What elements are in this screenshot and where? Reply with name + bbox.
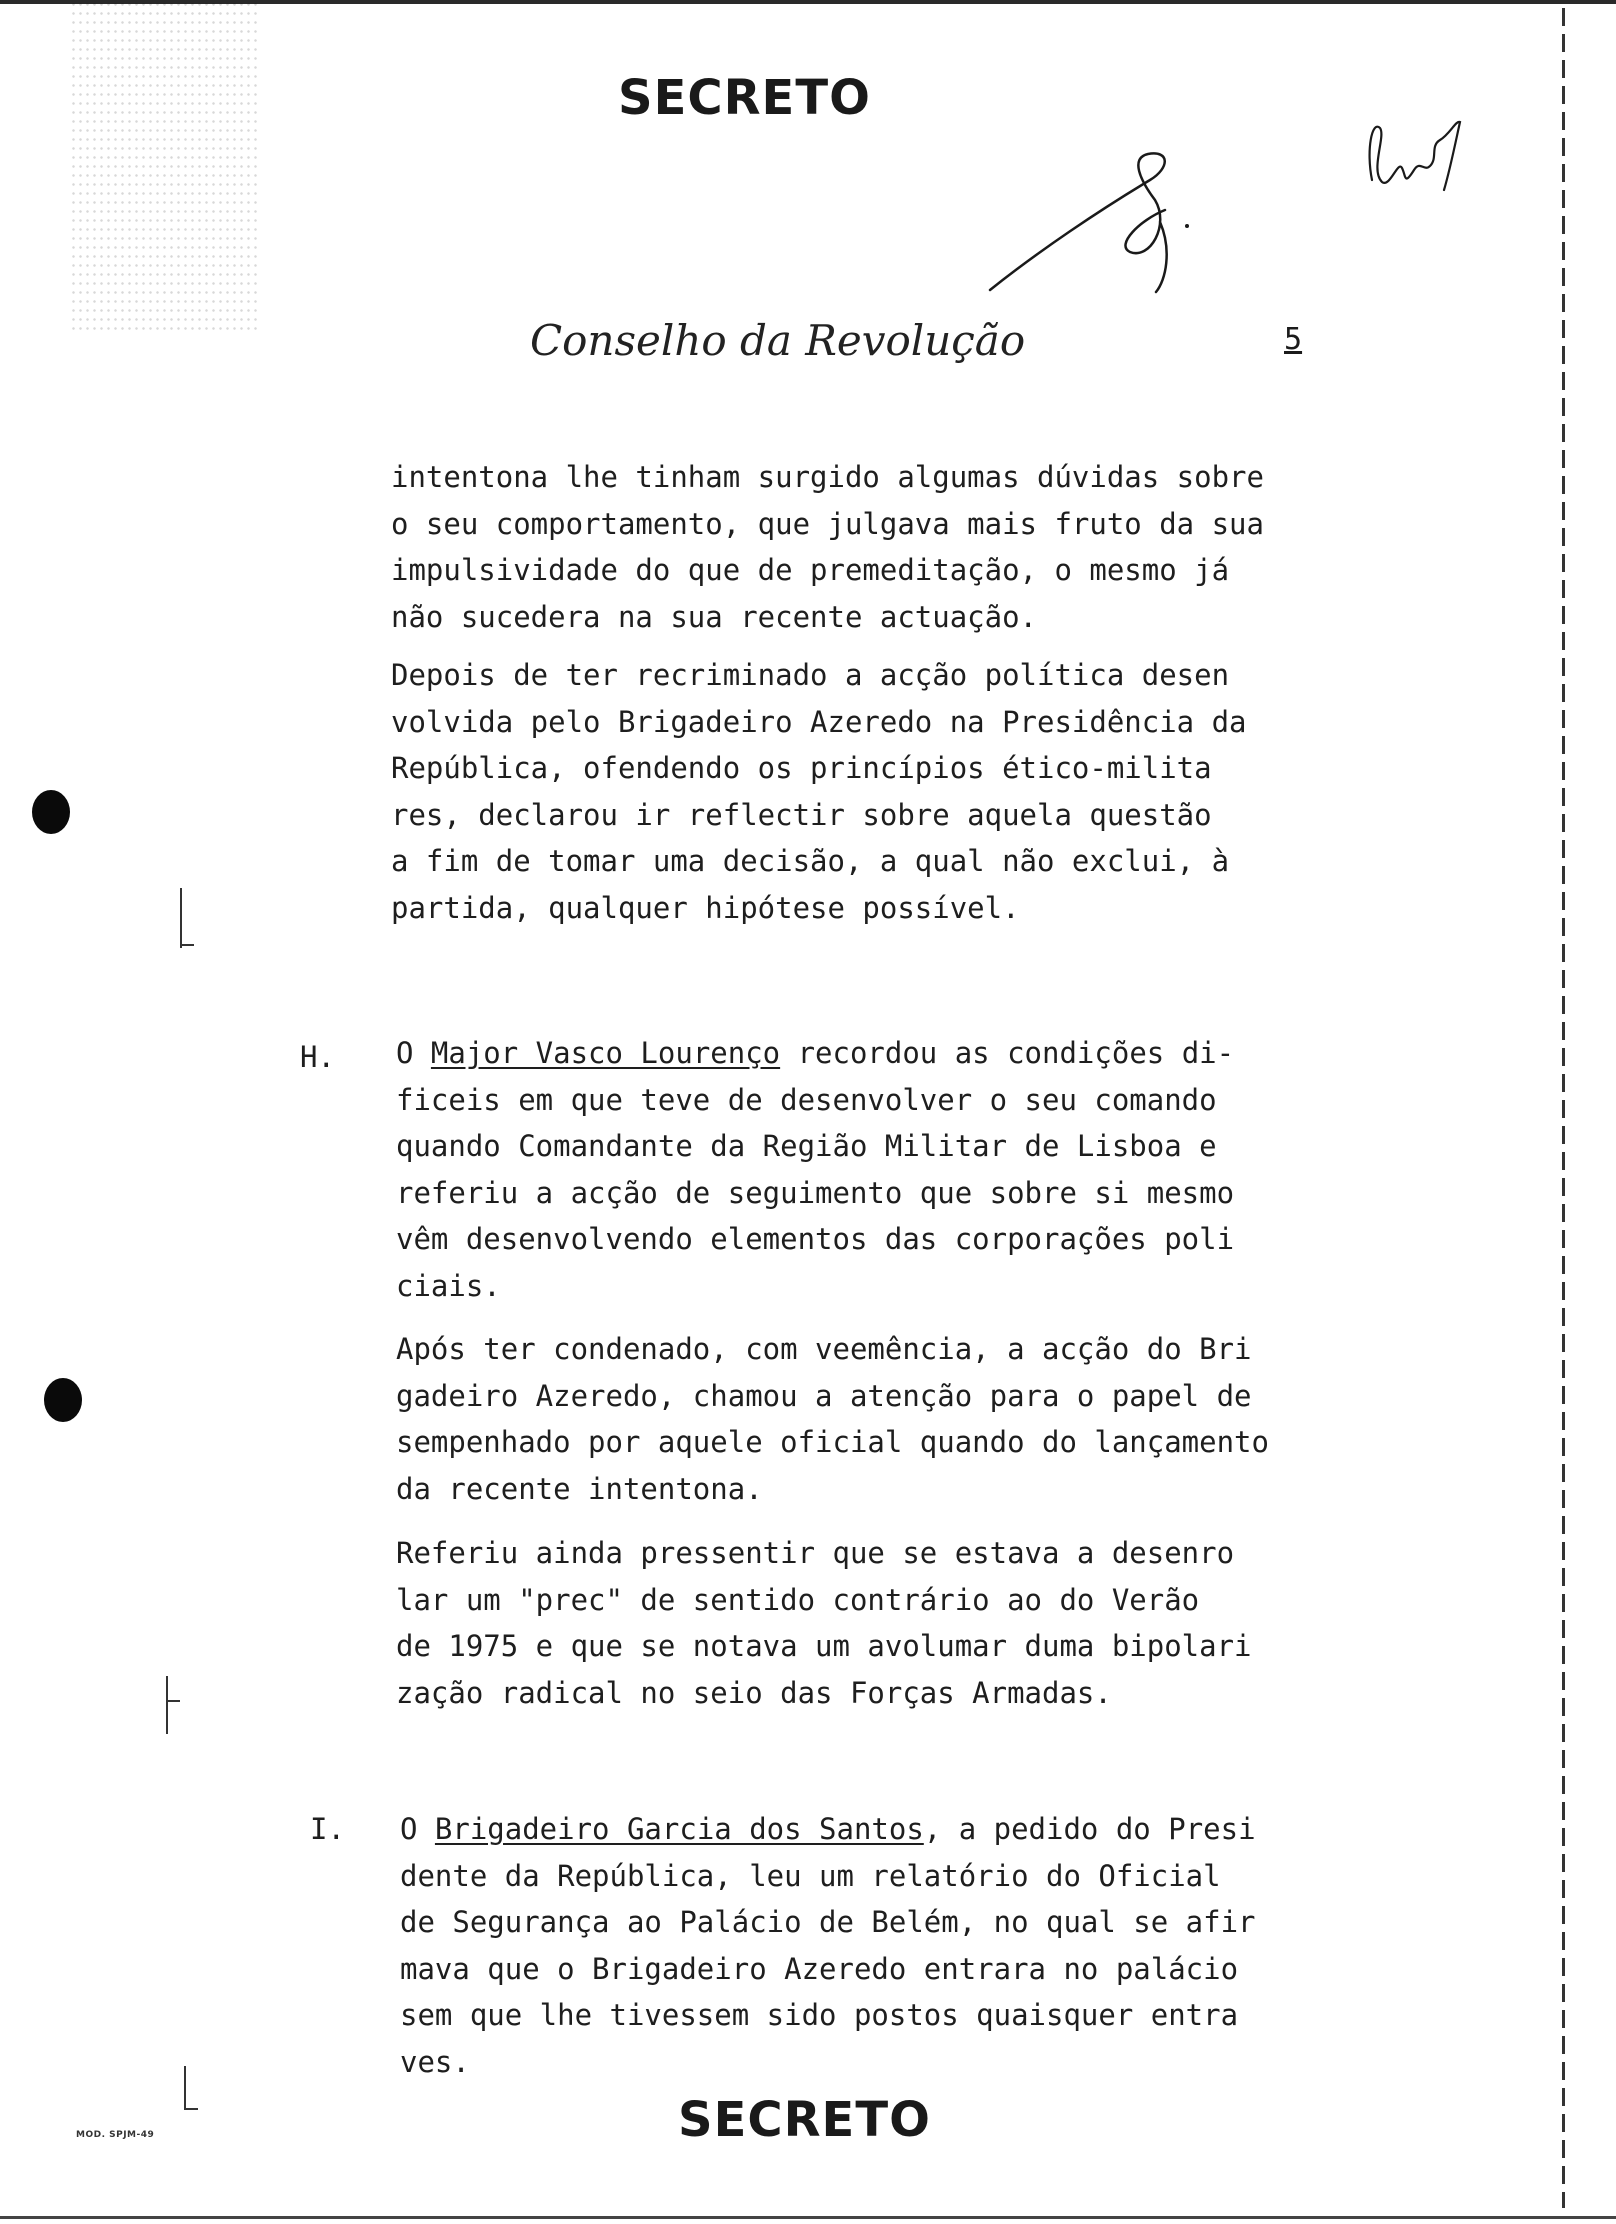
text-line: [396, 1030, 1234, 1077]
paragraph: [396, 1030, 1234, 1310]
form-code: MOD. SPJM-49: [76, 2130, 155, 2140]
speaker-name: Major Vasco Lourenço: [430, 1036, 781, 1070]
text-line: quando Comandante da Região Militar de Lisboa e: [396, 1129, 1217, 1164]
text-line: da recente intentona.: [396, 1471, 763, 1506]
item-marker-h: H.: [300, 1040, 335, 1074]
text-line: o seu comportamento, que julgava mais fruto da sua: [391, 506, 1264, 541]
text-line: sempenhado por aquele oficial quando do lançamento: [396, 1425, 1269, 1460]
text-line: ciais.: [396, 1268, 501, 1303]
line-prefix: O: [396, 1036, 431, 1070]
text-line: a fim de tomar uma decisão, a qual não exclui, à: [391, 844, 1230, 879]
paragraph: [396, 1530, 1252, 1716]
punch-hole: [44, 1378, 82, 1422]
paragraph: [391, 454, 1264, 640]
classification-stamp-top: SECRETO: [618, 70, 871, 126]
margin-tick: [166, 1676, 168, 1734]
letterhead: Conselho da Revolução: [530, 316, 1026, 365]
text-line: sem que lhe tivessem sido postos quaisquer entra: [400, 1998, 1239, 2033]
text-line: mava que o Brigadeiro Azeredo entrara no palácio: [400, 1951, 1239, 1986]
line-rest: recordou as condições di-: [780, 1036, 1235, 1070]
margin-tick: [180, 888, 182, 948]
text-line: República, ofendendo os princípios ético-milita: [391, 751, 1212, 786]
paragraph: [396, 1326, 1269, 1512]
line-rest: , a pedido do Presi: [923, 1812, 1256, 1846]
text-line: ves.: [400, 2044, 470, 2079]
punch-hole: [32, 790, 70, 834]
speaker-name: Brigadeiro Garcia dos Santos: [434, 1812, 924, 1846]
text-line: não sucedera na sua recente actuação.: [391, 599, 1038, 634]
margin-tick: [184, 2066, 186, 2110]
text-line: de 1975 e que se notava um avolumar duma bipolari: [396, 1629, 1252, 1664]
text-line: [400, 1806, 1256, 1853]
text-line: volvida pelo Brigadeiro Azeredo na Presidência da: [391, 704, 1247, 739]
scan-right-edge: [1562, 8, 1565, 2208]
text-line: dente da República, leu um relatório do Oficial: [400, 1858, 1221, 1893]
text-line: de Segurança ao Palácio de Belém, no qual se afir: [400, 1905, 1256, 1940]
text-line: vêm desenvolvendo elementos das corporações poli: [396, 1222, 1235, 1257]
text-line: intentona lhe tinham surgido algumas dúvidas sobre: [391, 460, 1264, 494]
paragraph: [400, 1806, 1256, 2086]
paragraph: [391, 652, 1247, 932]
text-line: Referiu ainda pressentir que se estava a desenro: [396, 1536, 1235, 1570]
page-number: 5: [1284, 322, 1303, 357]
text-line: impulsividade do que de premeditação, o mesmo já: [391, 553, 1230, 588]
signature: [980, 140, 1200, 300]
text-line: zação radical no seio das Forças Armadas.: [396, 1675, 1112, 1710]
initials-mark: [1360, 110, 1470, 210]
text-line: referiu a acção de seguimento que sobre si mesmo: [396, 1175, 1235, 1210]
scan-noise: [70, 0, 260, 330]
text-line: gadeiro Azeredo, chamou a atenção para o papel de: [396, 1378, 1252, 1413]
text-line: res, declarou ir reflectir sobre aquela questão: [391, 797, 1212, 832]
text-line: lar um "prec" de sentido contrário ao do Verão: [396, 1582, 1200, 1617]
classification-stamp-bottom: SECRETO: [678, 2092, 931, 2148]
scan-bottom-edge: [0, 2216, 1616, 2219]
text-line: ficeis em que teve de desenvolver o seu comando: [396, 1082, 1217, 1117]
text-line: Após ter condenado, com veemência, a acção do Bri: [396, 1332, 1252, 1366]
text-line: Depois de ter recriminado a acção política desen: [391, 658, 1230, 692]
line-prefix: O: [400, 1812, 435, 1846]
text-line: partida, qualquer hipótese possível.: [391, 890, 1020, 925]
item-marker-i: I.: [310, 1812, 345, 1846]
